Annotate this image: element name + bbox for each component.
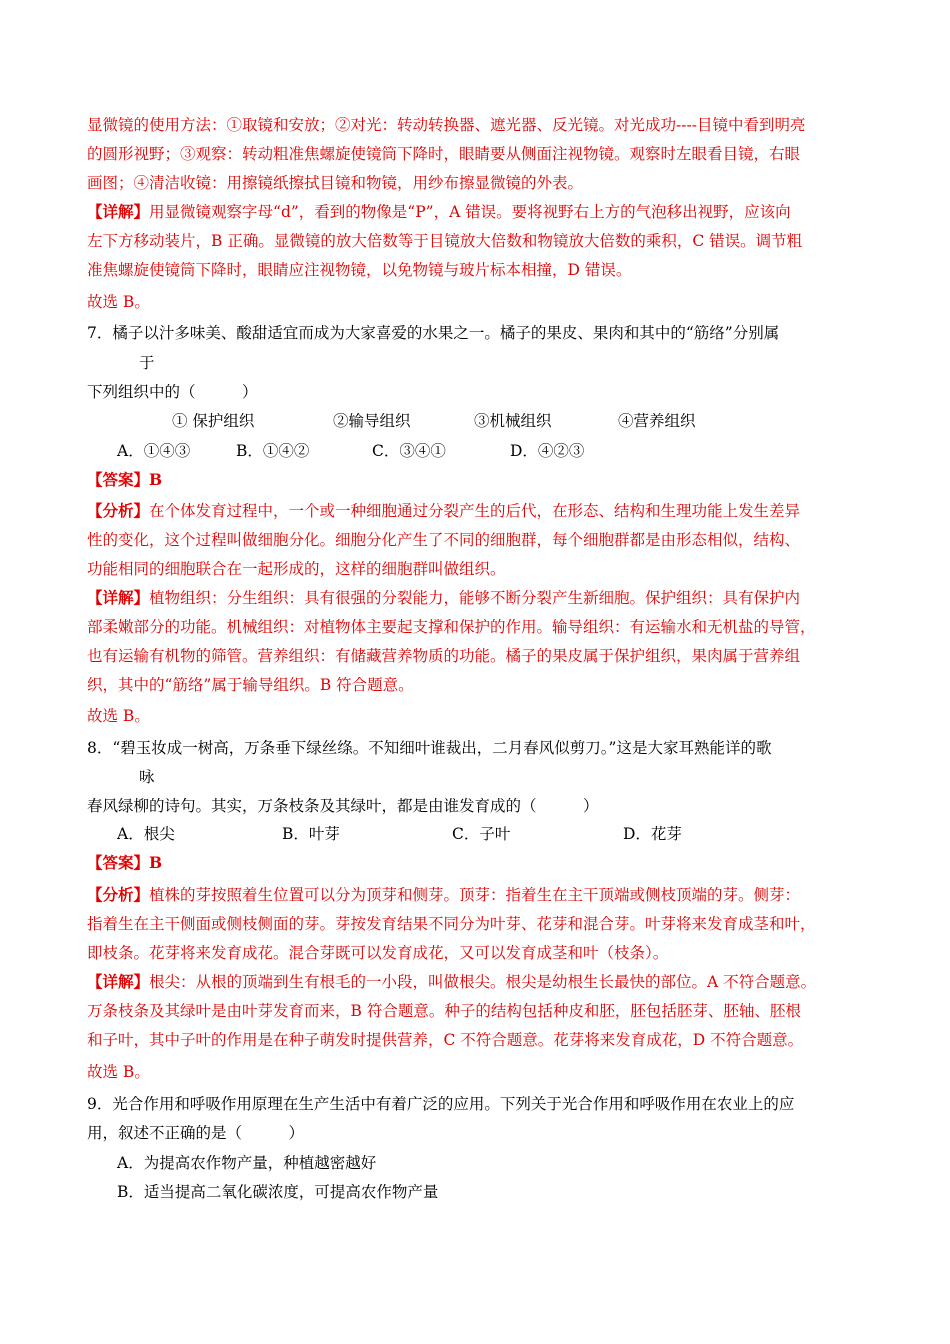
- answer-label: 【答案】B: [87, 470, 163, 489]
- section-label: 【详解】: [87, 588, 150, 607]
- section-label: 【详解】: [87, 972, 150, 991]
- tissue-item: ②输导组织: [333, 412, 411, 430]
- conclusion-line: 故选 B。: [87, 293, 150, 311]
- choice-option: B．①④②: [236, 442, 310, 460]
- section-text: 在个体发育过程中，一个或一种细胞通过分裂产生的后代，在形态、结构和生理功能上发生差异: [149, 502, 801, 520]
- tissue-item: ③机械组织: [474, 412, 552, 430]
- question-8-stem: 咏: [139, 768, 155, 786]
- question-8-stem: 春风绿柳的诗句。其实，万条枝条及其绿叶，都是由谁发育成的（ ）: [87, 797, 599, 815]
- text-line: 左下方移动装片，B 正确。显微镜的放大倍数等于目镜放大倍数和物镜放大倍数的乘积，C 错误。调节粗: [87, 232, 803, 250]
- section-label: 【详解】: [87, 202, 150, 221]
- conclusion-line: 故选 B。: [87, 1063, 150, 1081]
- choice-option: B．叶芽: [282, 825, 340, 843]
- text-line: 画图；④清洁收镜：用擦镜纸擦拭目镜和物镜，用纱布擦显微镜的外表。: [87, 174, 584, 192]
- answer-label: 【答案】B: [87, 853, 163, 872]
- section-text: 用显微镜观察字母“d”，看到的物像是“P”，A 错误。要将视野右上方的气泡移出视野，应该向: [149, 203, 791, 221]
- text-line: [87, 971, 816, 993]
- choice-option: A．根尖: [117, 825, 175, 843]
- text-line: 即枝条。花芽将来发育成花。混合芽既可以发育成花，又可以发育成茎和叶（枝条）。: [87, 944, 669, 962]
- tissue-item: ④营养组织: [618, 412, 696, 430]
- section-label: 【分析】: [87, 885, 150, 904]
- section-text: 植株的芽按照着生位置可以分为顶芽和侧芽。顶芽：指着生在主干顶端或侧枝顶端的芽。侧芽：: [149, 886, 801, 904]
- text-line: 织，其中的“筋络”属于输导组织。B 符合题意。: [87, 676, 414, 694]
- text-line: 显微镜的使用方法：①取镜和安放；②对光：转动转换器、遮光器、反光镜。对光成功----目镜中看到明亮: [87, 116, 806, 134]
- section-text: 植物组织：分生组织：具有很强的分裂能力，能够不断分裂产生新细胞。保护组织：具有保护内: [149, 589, 801, 607]
- question-9-stem: 9．光合作用和呼吸作用原理在生产生活中有着广泛的应用。下列关于光合作用和呼吸作用在农业上的应: [87, 1095, 795, 1113]
- text-line: 万条枝条及其绿叶是由叶芽发育而来，B 符合题意。种子的结构包括种皮和胚，胚包括胚芽、胚轴、胚根: [87, 1002, 801, 1020]
- text-line: 和子叶，其中子叶的作用是在种子萌发时提供营养，C 不符合题意。花芽将来发育成花，D 不符合题意。: [87, 1031, 804, 1049]
- choice-option: D．花芽: [623, 825, 682, 843]
- section-text: 根尖：从根的顶端到生有根毛的一小段，叫做根尖。根尖是幼根生长最快的部位。A 不符合题意。: [149, 973, 817, 991]
- choice-option: C．子叶: [452, 825, 511, 843]
- conclusion-line: 故选 B。: [87, 707, 150, 725]
- text-line: 指着生在主干侧面或侧枝侧面的芽。芽按发育结果不同分为叶芽、花芽和混合芽。叶芽将来发育成茎和叶，: [87, 915, 816, 933]
- text-line: 的圆形视野；③观察：转动粗准焦螺旋使镜筒下降时，眼睛要从侧面注视物镜。观察时左眼看目镜，右眼: [87, 145, 801, 163]
- text-line: 功能相同的细胞联合在一起形成的，这样的细胞群叫做组织。: [87, 560, 506, 578]
- question-9-stem: 用，叙述不正确的是（ ）: [87, 1124, 305, 1142]
- question-7-stem: 于: [139, 354, 155, 372]
- text-line: 准焦螺旋使镜筒下降时，眼睛应注视物镜，以免物镜与玻片标本相撞，D 错误。: [87, 261, 632, 279]
- text-line: [87, 587, 800, 609]
- question-7-stem: 下列组织中的（ ）: [87, 383, 258, 401]
- section-label: 【分析】: [87, 501, 150, 520]
- choice-option: A．①④③: [117, 442, 191, 460]
- text-line: 性的变化，这个过程叫做细胞分化。细胞分化产生了不同的细胞群，每个细胞群都是由形态相似，结构、: [87, 531, 801, 549]
- tissue-item: ① 保护组织: [172, 412, 255, 430]
- choice-option: C．③④①: [372, 442, 446, 460]
- question-8-stem: 8．“碧玉妆成一树高，万条垂下绿丝绦。不知细叶谁裁出，二月春风似剪刀。”这是大家耳熟能详的歌: [87, 739, 772, 757]
- text-line: [87, 201, 791, 223]
- question-7-stem: 7．橘子以汁多味美、酸甜适宜而成为大家喜爱的水果之一。橘子的果皮、果肉和其中的“筋络”分别属: [87, 324, 780, 342]
- text-line: [87, 884, 800, 906]
- text-line: 部柔嫩部分的功能。机械组织：对植物体主要起支撑和保护的作用。输导组织：有运输水和无机盐的导管，: [87, 618, 816, 636]
- text-line: [87, 500, 800, 522]
- choice-option: B．适当提高二氧化碳浓度，可提高农作物产量: [117, 1183, 439, 1201]
- choice-option: D．④②③: [510, 442, 585, 460]
- choice-option: A．为提高农作物产量，种植越密越好: [117, 1154, 377, 1172]
- text-line: 也有运输有机物的筛管。营养组织：有储藏营养物质的功能。橘子的果皮属于保护组织，果肉属于营养组: [87, 647, 801, 665]
